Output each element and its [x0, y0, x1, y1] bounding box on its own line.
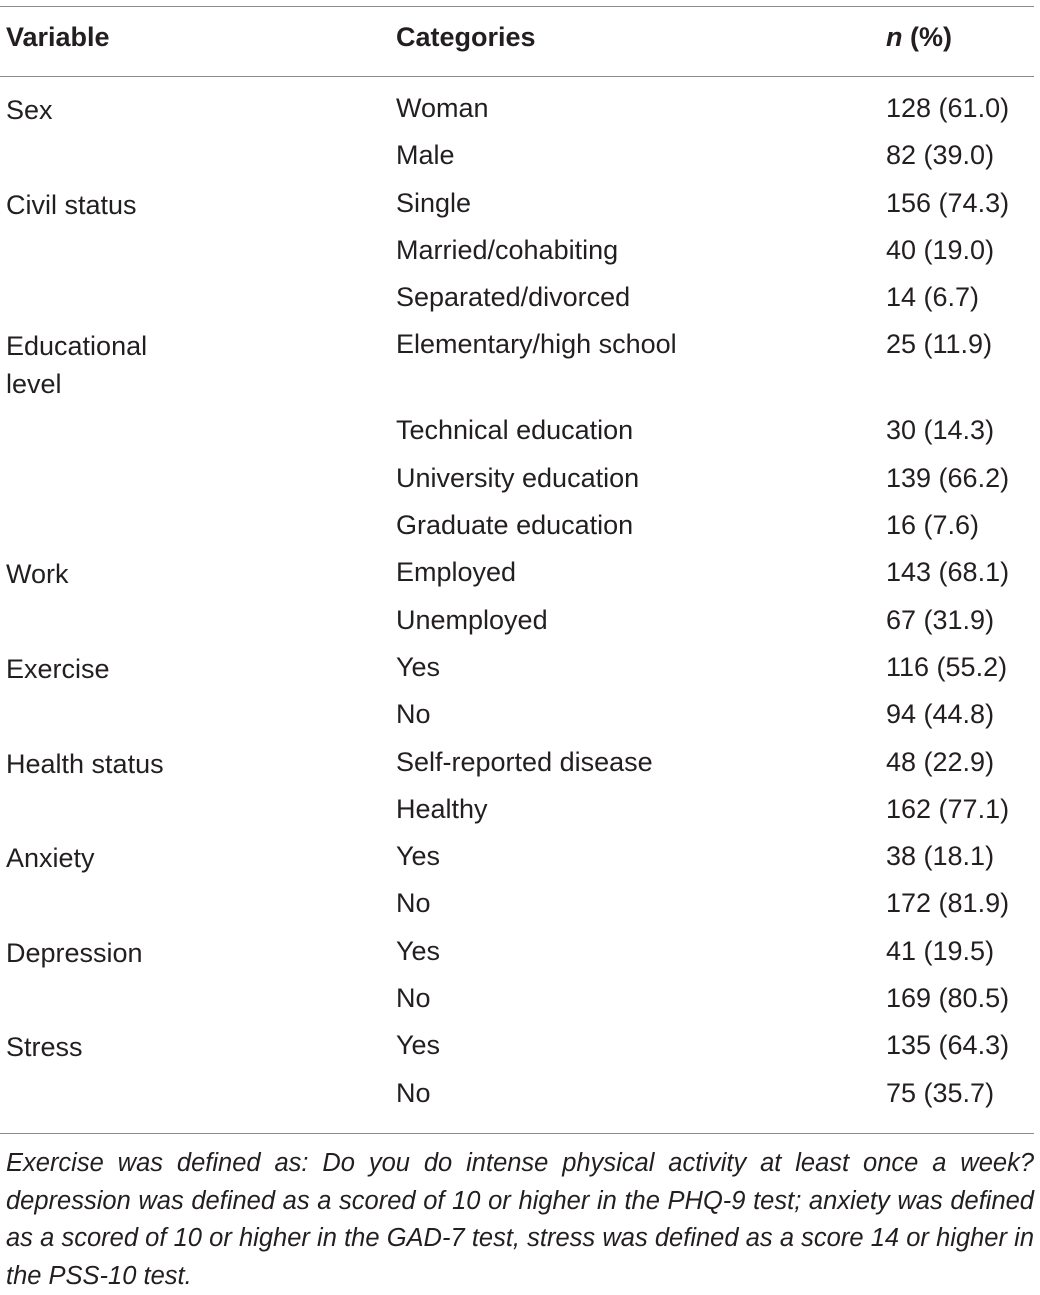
cell-category: Single	[396, 187, 472, 218]
cell-variable: Work	[6, 559, 69, 590]
table-header	[0, 22, 1040, 62]
cell-category: University education	[396, 462, 640, 493]
table-row	[0, 280, 1040, 327]
cell-n-percent: 30 (14.3)	[886, 415, 995, 446]
cell-n-percent: 116 (55.2)	[886, 651, 1008, 682]
table-row	[0, 1076, 1040, 1123]
cell-category: Graduate education	[396, 510, 634, 541]
cell-variable: Anxiety	[6, 843, 95, 874]
cell-category: Employed	[396, 557, 517, 588]
table-row	[0, 603, 1040, 650]
cell-n-percent: 14 (6.7)	[886, 282, 980, 313]
table-top-rule	[0, 6, 1034, 7]
header-variable: Variable	[6, 22, 110, 52]
table-row	[0, 1028, 1040, 1075]
cell-category: Woman	[396, 93, 489, 123]
cell-category: No	[396, 699, 431, 730]
cell-category: Unemployed	[396, 604, 548, 635]
cell-n-percent: 38 (18.1)	[886, 841, 995, 872]
table-row	[0, 555, 1040, 602]
cell-variable: Stress	[6, 1032, 83, 1063]
header-categories: Categories	[396, 22, 536, 52]
cell-n-percent: 82 (39.0)	[886, 140, 995, 171]
table-row	[0, 839, 1040, 886]
table-footnote: Exercise was defined as: Do you do intense physical activity at least once a week? depression was defined as a scored of 10 or higher in the PHQ-9 test; anxiety was defined as a scored of 10 or higher in the GAD-7 test, stress was defined as a score 14 or higher in the PSS-10 test.	[6, 1149, 1034, 1290]
table-row	[0, 91, 1040, 138]
table-row	[0, 461, 1040, 508]
table-row	[0, 650, 1040, 697]
cell-n-percent: 16 (7.6)	[886, 510, 980, 541]
cell-n-percent: 41 (19.5)	[886, 935, 995, 966]
cell-n-percent: 94 (44.8)	[886, 699, 995, 730]
table-row	[0, 327, 1040, 413]
cell-n-percent: 25 (11.9)	[886, 329, 993, 360]
cell-n-percent: 162 (77.1)	[886, 793, 1010, 824]
table-row	[0, 138, 1040, 185]
cell-category: Healthy	[396, 793, 488, 824]
cell-n-percent: 169 (80.5)	[886, 983, 1010, 1014]
header-n-percent	[886, 22, 952, 53]
table-row	[0, 186, 1040, 233]
cell-n-percent: 48 (22.9)	[886, 746, 995, 777]
header-n-rest: (%)	[902, 22, 952, 52]
cell-variable: Depression	[6, 937, 143, 968]
cell-n-percent: 139 (66.2)	[886, 462, 1010, 493]
cell-n-percent: 156 (74.3)	[886, 187, 1010, 218]
cell-n-percent: 143 (68.1)	[886, 557, 1010, 588]
table-row	[0, 981, 1040, 1028]
table-row	[0, 413, 1040, 460]
table-row	[0, 934, 1040, 981]
table-header-rule	[0, 76, 1034, 77]
table-row	[0, 745, 1040, 792]
cell-category: No	[396, 983, 431, 1014]
cell-variable: Educational level	[6, 331, 148, 400]
table-bottom-rule	[0, 1133, 1034, 1134]
table-body	[0, 91, 1040, 1123]
cell-n-percent: 67 (31.9)	[886, 604, 995, 635]
cell-category: Self-reported disease	[396, 746, 653, 777]
cell-category: Separated/divorced	[396, 282, 631, 313]
cell-n-percent: 40 (19.0)	[886, 234, 995, 265]
cell-variable: Exercise	[6, 653, 110, 684]
cell-n-percent: 128 (61.0)	[886, 93, 1010, 123]
cell-n-percent: 135 (64.3)	[886, 1030, 1010, 1061]
cell-category: Elementary/high school	[396, 329, 677, 360]
cell-n-percent: 75 (35.7)	[886, 1077, 995, 1108]
cell-category: No	[396, 1077, 431, 1108]
header-n-italic: n	[886, 22, 903, 52]
cell-variable: Sex	[6, 95, 53, 125]
cell-category: Yes	[396, 651, 441, 682]
table-row	[0, 792, 1040, 839]
cell-category: Married/cohabiting	[396, 234, 619, 265]
cell-category: Yes	[396, 841, 441, 872]
table-row	[0, 697, 1040, 744]
cell-category: Yes	[396, 935, 441, 966]
cell-variable: Health status	[6, 748, 164, 779]
table-row	[0, 233, 1040, 280]
cell-n-percent: 172 (81.9)	[886, 888, 1010, 919]
cell-category: Male	[396, 140, 455, 171]
cell-variable: Civil status	[6, 189, 137, 220]
table-row	[0, 508, 1040, 555]
cell-category: Technical education	[396, 415, 634, 446]
cell-category: No	[396, 888, 431, 919]
table-row	[0, 886, 1040, 933]
cell-category: Yes	[396, 1030, 441, 1061]
